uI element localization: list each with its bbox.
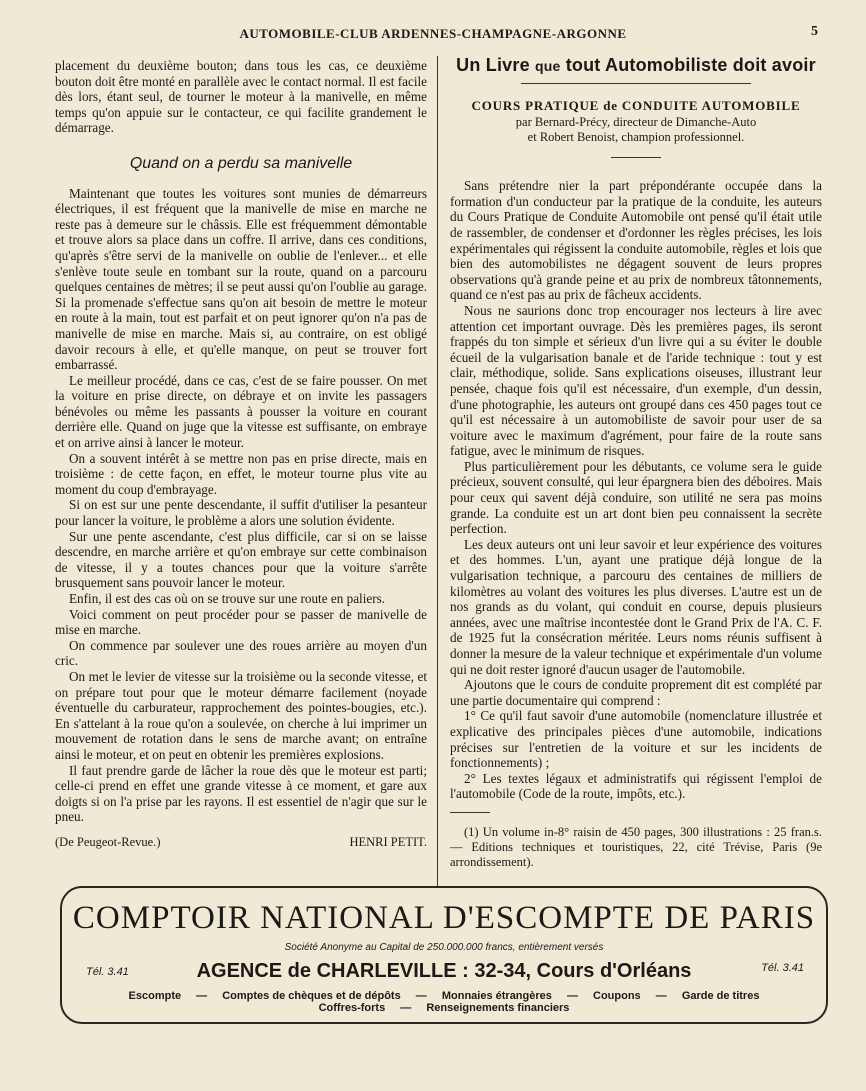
bank-name: COMPTOIR NATIONAL D'ESCOMPTE DE PARIS (72, 900, 816, 936)
paragraph: Il faut prendre garde de lâcher la roue dès que le moteur est parti; celle-ci prend en effet une grande vitesse à ce moment, et gare aux doigts si on l'a prise par les rayons. Il est essentiel de n'agir que sur le pneu. (55, 762, 427, 825)
bank-capital: Société Anonyme au Capital de 250.000.000 francs, entièrement versés (284, 942, 604, 953)
paragraph: Enfin, il est des cas où on se trouve sur une route en paliers. (69, 591, 386, 606)
title-rule (521, 83, 751, 84)
title-part: Un Livre (456, 55, 535, 75)
paragraph: Si on est sur une pente descendante, il suffit d'utiliser la pesanteur pour lancer la voiture, le problème a alors une solution évidente. (55, 497, 427, 529)
paragraph: Le meilleur procédé, dans ce cas, c'est de se faire pousser. On met la voiture en prise directe, on débraye et on invite les passagers bénévoles ou même les passants à pousser la voiture en courant derrière elle. Quand on juge que la vitesse est suffisante, on embraye et on arrive ainsi à lancer le moteur. (55, 372, 427, 451)
paragraph: Ajoutons que le cours de conduite proprement dit est complété par une partie documentaire qui comprend : (450, 677, 822, 708)
services-list (62, 990, 826, 1014)
list-item: 2° Les textes légaux et administratifs qui régissent l'emploi de l'automobile (Code de la route, impôts, etc.). (450, 770, 822, 802)
telephone-left: Tél. 3.41 (86, 966, 129, 978)
title-part: tout Automobiliste doit avoir (560, 55, 816, 75)
service-item: Escompte (128, 990, 182, 1002)
column-divider (437, 56, 438, 888)
section-title: Quand on a perdu sa manivelle (129, 154, 353, 172)
paragraph: Sans prétendre nier la part prépondérante occupée dans la formation d'un conducteur par la pratique de la conduite, les auteurs du Cours Pratique de Conduite Automobile ont pensé qu'il était utile de rassembler, de condenser et d'ordonner les règles précises, les lois expérimentales qui régissent la conduite automobile, règles et lois que bien des automobilistes ne dégagent souvent de leurs propres observations qu'à grande peine et au prix de nombreux tâtonnements, quand ce n'est pas au prix de fâcheux accidents. (450, 178, 822, 303)
paragraph: Les deux auteurs ont uni leur savoir et leur expérience des voitures et des hommes. L'un, ayant une pratique déjà longue de la vulgarisation technique, a parcouru des centaines de milliers de kilomètres au volant des voitures les plus diverses. L'autre est un de nos grands as du volant, qui conduit en course, depuis plusieurs années, avec une maîtrise incontestée dont le Grand Prix de l'A. C. F. de 1925 fut la consécration méritée. Leurs noms réunis suffisent à donner la mesure de la valeur technique et expérimentale d'un volume qui ne doit rester ignoré d'aucun usager de l'automobile. (450, 536, 822, 677)
service-item: Coupons (593, 990, 641, 1002)
agency-address: AGENCE de CHARLEVILLE : 32-34, Cours d'Orléans (196, 960, 692, 982)
paragraph: On met le levier de vitesse sur la troisième ou la seconde vitesse, et on prépare tout pour que le moteur démarre facilement (noyade éventuelle du carburateur, rapprochement des pointes-bougies, etc.). En s'attelant à la roue qu'on a soulevée, on cherche à lui imprimer un mouvement de rotation dans le sens de marche avant; on entraîne ainsi le moteur, et on peut en obtenir les premières explosions. (55, 668, 427, 762)
byline-line: par Bernard-Précy, directeur de Dimanche-Auto (515, 115, 757, 130)
service-item: Renseignements financiers (426, 1002, 570, 1014)
service-item: Garde de titres (681, 990, 760, 1002)
left-column (55, 58, 427, 851)
intro-paragraph: placement du deuxième bouton; dans tous les cas, ce deuxième bouton doit être monté en parallèle avec le contact normal. Il est facile dès lors, étant seul, de tourner le moteur à la manivelle, en même temps qu'on appuie sur le contacteur, ce qui facilite grandement le démarrage. (55, 58, 427, 136)
service-item: Comptes de chèques et de dépôts (222, 990, 401, 1002)
paragraph: Sur une pente ascendante, c'est plus difficile, car si on se laisse descendre, en marche arrière et qu'on embraye sur cette combinaison de vitesse, il y a toutes chances pour que la voiture s'arrête brusquement sans pouvoir lancer le moteur. (55, 528, 427, 591)
separator: — (566, 990, 578, 1002)
running-head: AUTOMOBILE-CLUB ARDENNES-CHAMPAGNE-ARGONNE (239, 26, 627, 41)
byline-line: et Robert Benoist, champion professionnel. (527, 130, 745, 145)
services-line (62, 990, 826, 1002)
byline (450, 115, 822, 145)
paragraph: Voici comment on peut procéder pour se passer de manivelle de mise en marche. (55, 606, 427, 638)
service-item: Monnaies étrangères (441, 990, 552, 1002)
right-column (450, 55, 822, 870)
paragraph: Maintenant que toutes les voitures sont munies de démarreurs électriques, il est fréquent que la manivelle de mise en marche ne reste pas à demeure sur le châssis. Elle est fréquemment démontable et trouve alors sa place dans un coffre. Il arrive, dans ces conditions, qu'après s'être servi de la manivelle on oublie de l'enlever... et elle s'enlève toute seule en tombant sur la route, quand on a parcouru quelques centaines de mètres; il se peut aussi qu'on l'oublie au garage. Si la promenade s'effectue sans qu'on ait besoin de mettre le moteur en route à la main, tout est parfait et on peut ignorer qu'on n'a pas de manivelle de mise en marche. Mais si, au contraire, on est obligé davoir recours à elle, et qu'elle manque, on peut se trouver fort embarrassé. (55, 185, 427, 373)
article-title (450, 55, 822, 75)
separator: — (196, 990, 208, 1002)
footnote-separator (450, 812, 490, 813)
telephone-right: Tél. 3.41 (761, 962, 804, 974)
separator: — (400, 1002, 412, 1014)
paragraph: On commence par soulever une des roues arrière au moyen d'un cric. (55, 637, 427, 669)
source-credit: (De Peugeot-Revue.) (55, 834, 161, 849)
bank-advertisement (60, 886, 828, 1024)
author-name: HENRI PETIT. (349, 834, 427, 849)
paragraph: Nous ne saurions donc trop encourager nos lecteurs à lire avec attention cet important ouvrage. Dès les premières pages, ils seront frappés du ton simple et sérieux d'un livre qui a su éviter le double écueil de la vulgarisation banale et de l'aride technique : tout y est clair, méthodique, solide. Sans explications oiseuses, illustrant leur pensée, chaque fois qu'il est nécessaire, d'un exemple, d'un dessin, d'une photographie, les auteurs ont groupé dans ces 450 pages tout ce qu'il est nécessaire à un automobiliste de savoir pour user de sa voiture avec le maximum d'agrément, pour faire de la route sans fatigue, avec le minimum de risques. (450, 302, 822, 459)
service-item: Coffres-forts (318, 1002, 386, 1014)
separator: — (655, 990, 667, 1002)
services-line (62, 1002, 826, 1014)
book-name: COURS PRATIQUE de CONDUITE AUTOMOBILE (471, 97, 801, 113)
footnote: (1) Un volume in-8° raisin de 450 pages, 300 illustrations : 25 fran.s. — Editions techniques et touristiques, 22, cité Trévise, Paris (9e arrondissement). (450, 824, 822, 869)
list-item: 1° Ce qu'il faut savoir d'une automobile (nomenclature illustrée et explicative des principales pièces d'une automobile, indications précises sur l'entretien de la voiture et sur les incidents de fonctionnements) ; (450, 708, 822, 771)
signature-row (55, 835, 427, 851)
title-part: que (535, 58, 561, 74)
paragraph: Plus particulièrement pour les débutants, ce volume sera le guide précieux, souvent consulté, qui leur épargnera bien des déboires. Mais pour ceux qui savent déjà conduire, son utilité ne sera pas moins grande. La conduite est un art dont bien peu connaissent la secrète perfection. (450, 458, 822, 537)
separator: — (415, 990, 427, 1002)
paragraph: On a souvent intérêt à se mettre non pas en prise directe, mais en troisième : de cette façon, en effet, le moteur tourne plus vite au moment du coup d'embrayage. (55, 450, 427, 497)
byline-rule (611, 157, 661, 158)
page-number: 5 (811, 24, 818, 39)
